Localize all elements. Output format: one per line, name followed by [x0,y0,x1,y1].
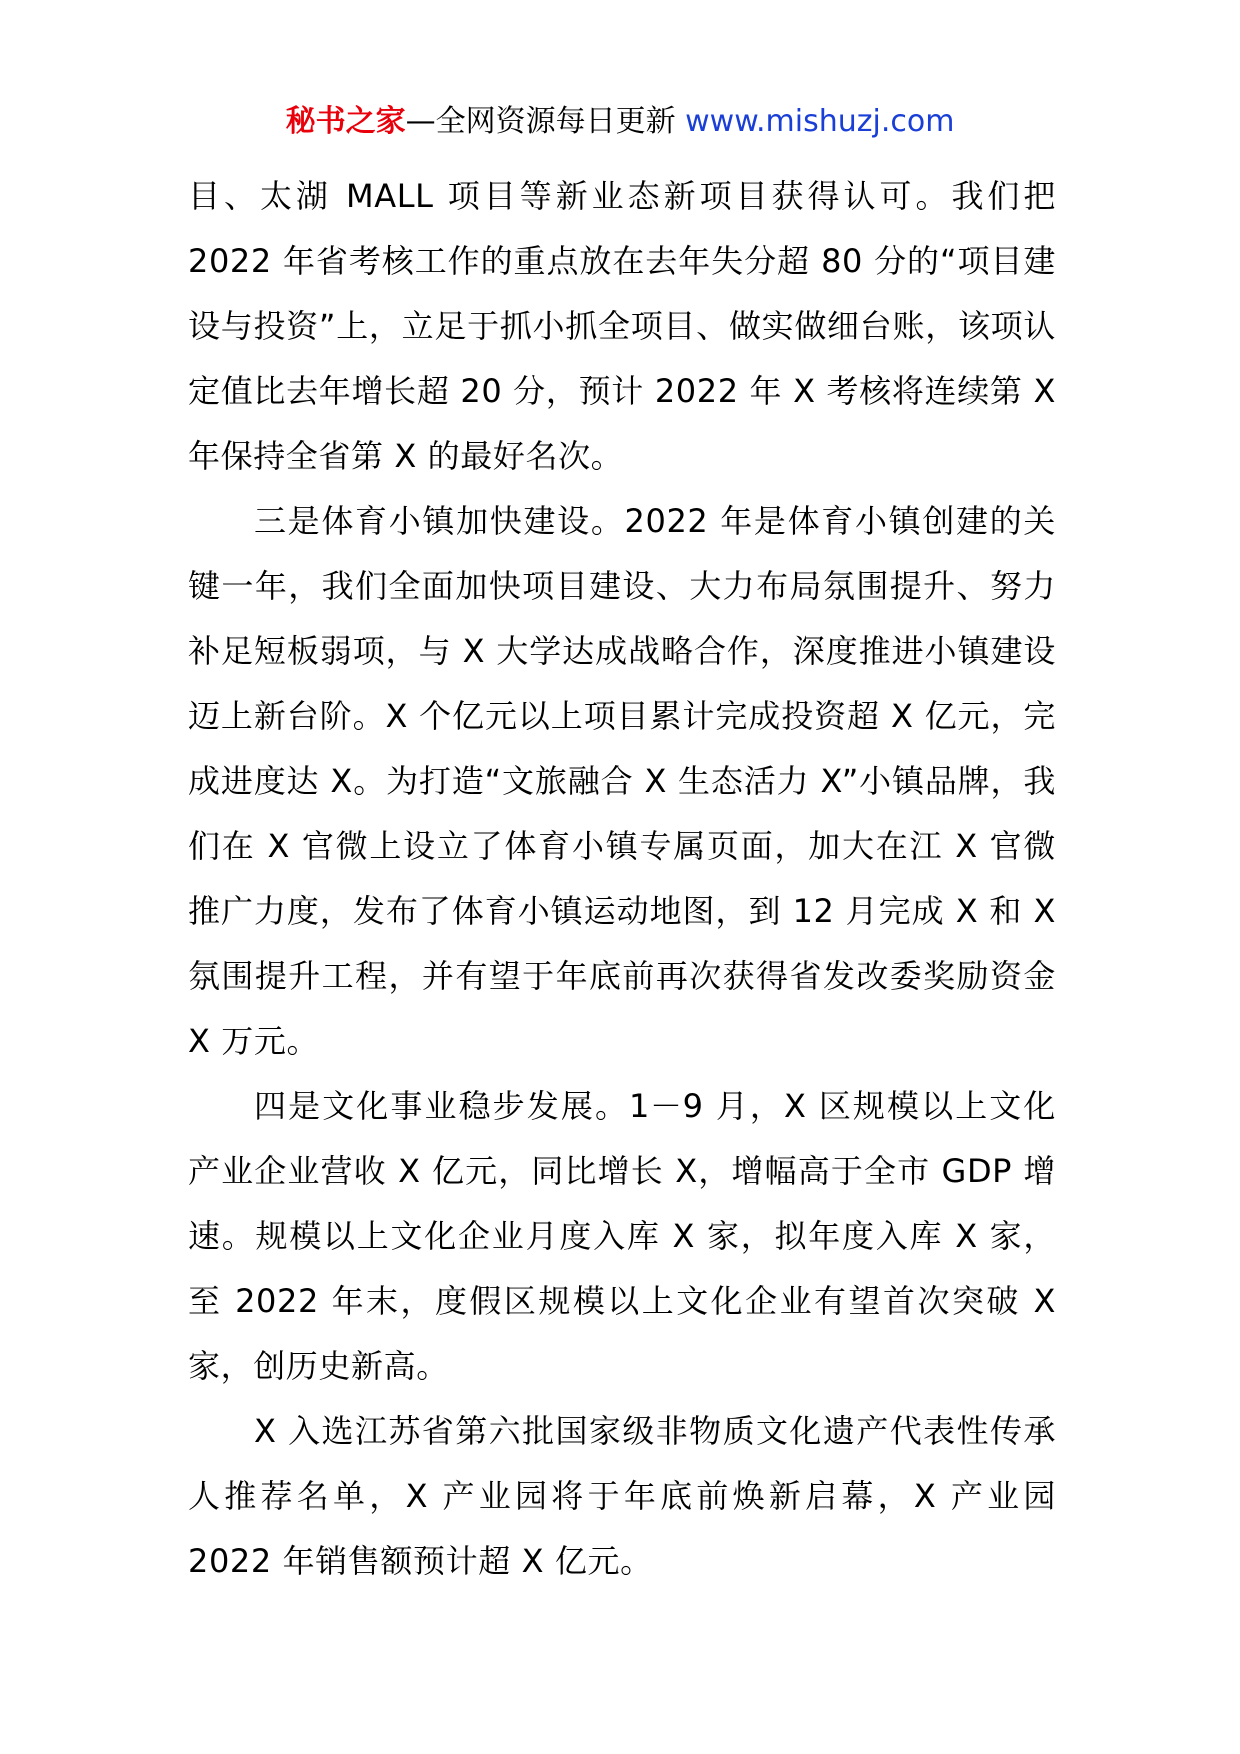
paragraph: 目、太湖 MALL 项目等新业态新项目获得认可。我们把 2022 年省考核工作的重点放在去年失分超 80 分的“项目建设与投资”上，立足于抓小抓全项目、做实做细台账，该项认定值比去年增长超 20 分，预计 2022 年 X 考核将连续第 X 年保持全省第 X 的最好名次。 [188,177,1056,475]
site-brand: 秘书之家 [285,104,406,139]
paragraph: X 入选江苏省第六批国家级非物质文化遗产代表性传承人推荐名单，X 产业园将于年底前焕新启幕，X 产业园 2022 年销售额预计超 X 亿元。 [188,1412,1056,1580]
document-body [188,164,1056,1594]
paragraph: 三是体育小镇加快建设。2022 年是体育小镇创建的关键一年，我们全面加快项目建设、大力布局氛围提升、努力补足短板弱项，与 X 大学达成战略合作，深度推进小镇建设迈上新台阶。X 个亿元以上项目累计完成投资超 X 亿元，完成进度达 X。为打造“文旅融合 X 生态活力 X”小镇品牌，我们在 X 官微上设立了体育小镇专属页面，加大在江 X 官微推广力度，发布了体育小镇运动地图，到 12 月完成 X 和 X 氛围提升工程，并有望于年底前再次获得省发改委奖励资金 X 万元。 [188,502,1056,1060]
site-header [0,100,1240,144]
site-url-link[interactable]: www.mishuzj.com [685,104,955,139]
paragraph: 四是文化事业稳步发展。1－9 月，X 区规模以上文化产业企业营收 X 亿元，同比增长 X，增幅高于全市 GDP 增速。规模以上文化企业月度入库 X 家，拟年度入库 X 家，至 2022 年末，度假区规模以上文化企业有望首次突破 X 家，创历史新高。 [188,1087,1056,1385]
site-tagline: —全网资源每日更新 [405,104,686,139]
